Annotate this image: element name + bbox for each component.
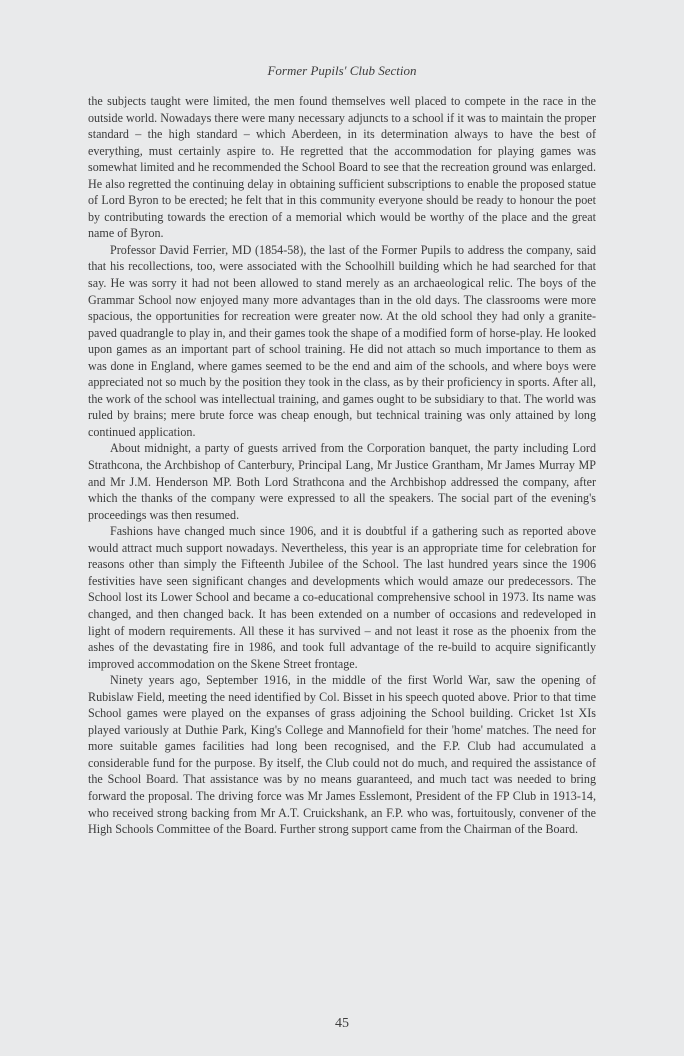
running-header: Former Pupils' Club Section [267, 63, 417, 78]
body-text [88, 93, 596, 838]
paragraph: Fashions have changed much since 1906, and it is doubtful if a gathering such as reported above would attract much support nowadays. Nevertheless, this year is an appropriate time for celebration for reasons other than simply the Fifteenth Jubilee of the School. The last hundred years since the 1906 festivities have seen significant changes and developments which would amaze our predecessors. The School lost its Lower School and became a co-educational comprehensive school in 1973. Its name was changed, and then changed back. It has been extended on a number of occasions and redeveloped in light of modern requirements. All these it has survived – and not least it rose as the phoenix from the ashes of the devastating fire in 1986, and took full advantage of the re-build to acquire significantly improved accommodation on the Skene Street frontage. [88, 524, 596, 671]
paragraph: Professor David Ferrier, MD (1854-58), the last of the Former Pupils to address the company, said that his recollections, too, were associated with the Schoolhill building which he had searched for that say. He was sorry it had not been allowed to stand merely as an archaeological relic. The boys of the Grammar School now enjoyed many more advantages than in the old days. The classrooms were more spacious, the opportunities for recreation were greater now. At the old school they had only a granite-paved quadrangle to play in, and their games took the shape of a modified form of horse-play. He looked upon games as an important part of school training. He did not attach so much importance to them as was done in England, where games seemed to be the end and aim of the schools, and where boys were appreciated not so much by the position they took in the class, as by their proficiency in sports. After all, the work of the school was intellectual training, and games ought to be subsidiary to that. The world was ruled by brains; mere brute force was cheap enough, but technical training was only attained by long continued application. [88, 242, 596, 439]
page-number: 45 [335, 1016, 349, 1031]
paragraph: About midnight, a party of guests arrived from the Corporation banquet, the party including Lord Strathcona, the Archbishop of Canterbury, Principal Lang, Mr Justice Grantham, Mr James Murray MP and Mr J.M. Henderson MP. Both Lord Strathcona and the Archbishop addressed the company, after which the thanks of the company were expressed to all the speakers. The social part of the evening's proceedings was then resumed. [88, 441, 596, 522]
paragraph: Ninety years ago, September 1916, in the middle of the first World War, saw the opening of Rubislaw Field, meeting the need identified by Col. Bisset in his speech quoted above. Prior to that time School games were played on the expanses of grass adjoining the School building. Cricket 1st XIs played variously at Duthie Park, King's College and Mannofield for their 'home' matches. The need for more suitable games facilities had long been recognised, and the F.P. Club had accumulated a considerable fund for the purpose. By itself, the Club could not do much, and required the assistance of the School Board. That assistance was by no means guaranteed, and much tact was needed to bring forward the proposal. The driving force was Mr James Esslemont, President of the FP Club in 1913-14, who received strong backing from Mr A.T. Cruickshank, an F.P. who was, fortuitously, convener of the High Schools Committee of the Board. Further strong support came from the Chairman of the Board. [88, 673, 596, 837]
paragraph: the subjects taught were limited, the men found themselves well placed to compete in the race in the outside world. Nowadays there were many necessary adjuncts to a school if it was to maintain the proper standard – the high standard – which Aberdeen, in its determination always to have the best of everything, must certainly aspire to. He regretted that the accommodation for playing games was somewhat limited and he recommended the School Board to see that the recreation ground was enlarged. He also regretted the continuing delay in obtaining sufficient subscriptions to enable the proposed statue of Lord Byron to be erected; he felt that in this community everyone should be ready to honour the poet by contributing towards the erection of a memorial which would be worthy of the place and the great name of Byron. [88, 94, 596, 241]
